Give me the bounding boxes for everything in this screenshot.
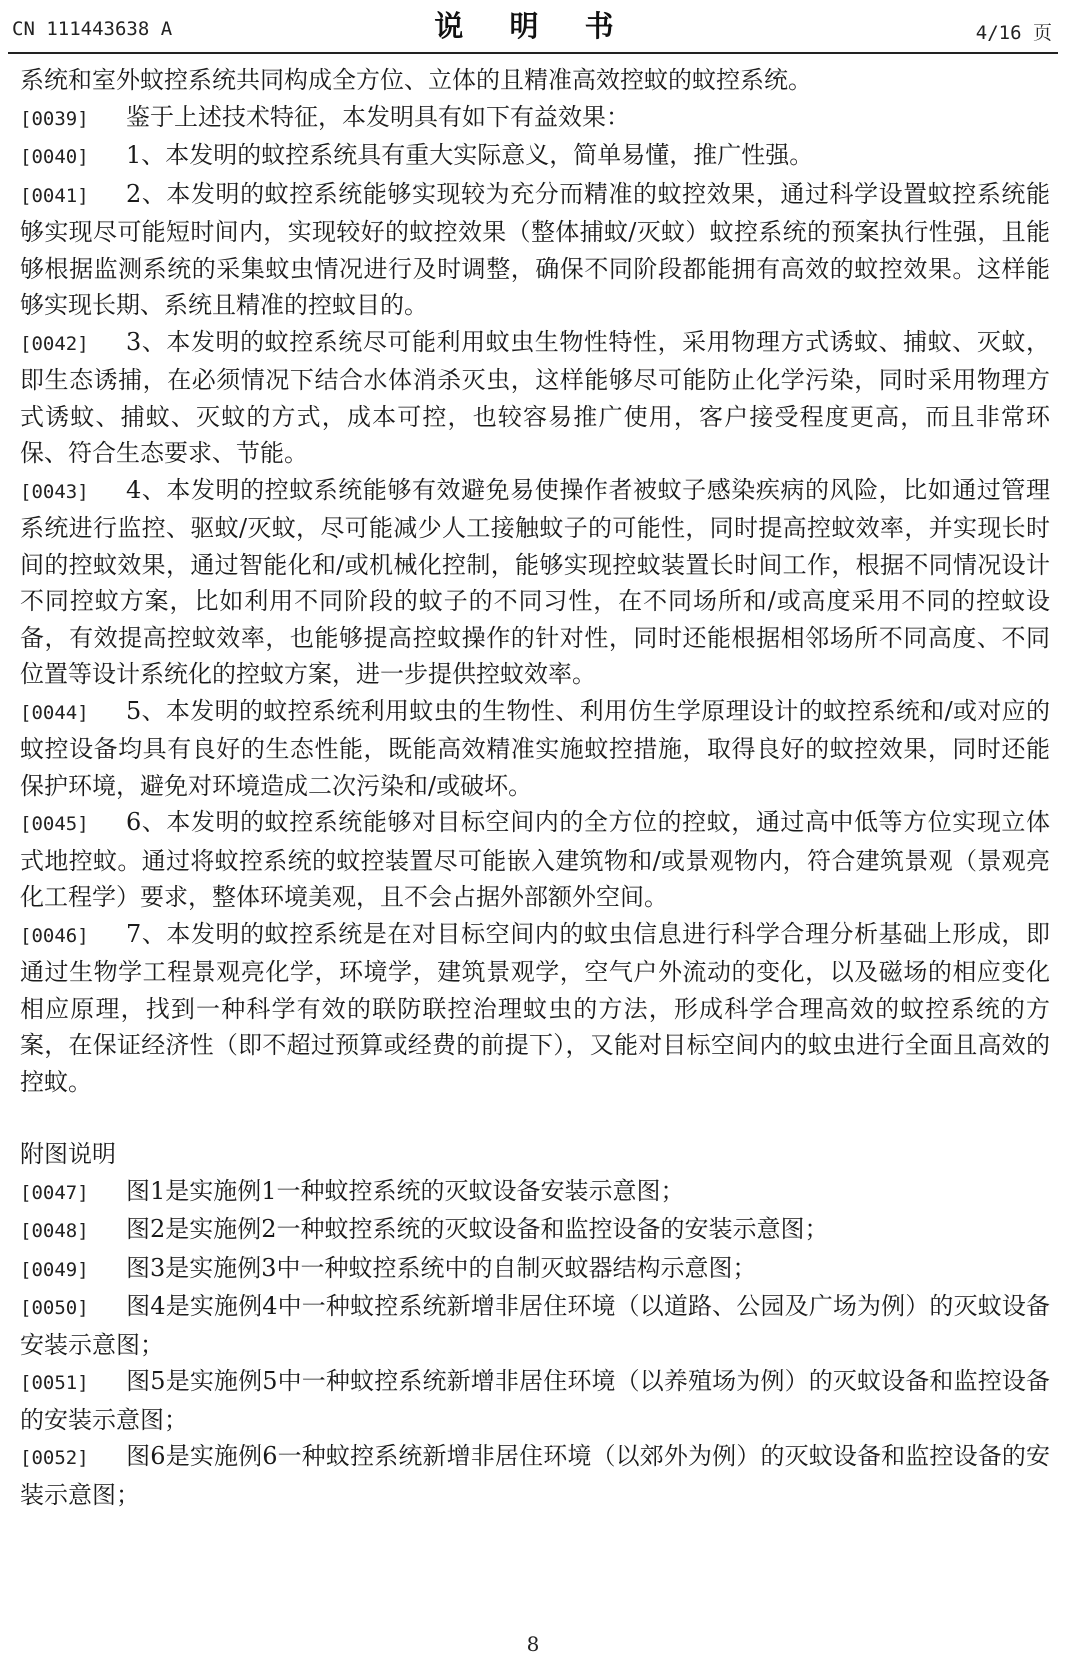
- page-header: [0, 0, 1066, 52]
- paragraph-number: [0046]: [20, 924, 89, 947]
- document-title: 说 明 书: [434, 9, 632, 43]
- paragraph-0041: [20, 176, 1050, 324]
- paragraph-text: 2、本发明的蚊控系统能够实现较为充分而精准的蚊控效果，通过科学设置蚊控系统能够实现尽可能短时间内，实现较好的蚊控效果（整体捕蚊/灭蚊）蚊控系统的预案执行性强，且能够根据监测系统的采集蚊虫情况进行及时调整，确保不同阶段都能拥有高效的蚊控效果。这样能够实现长期、系统且精准的控蚊目的。: [20, 179, 1050, 319]
- paragraph-number: [0044]: [20, 701, 89, 724]
- paragraph-number: [0041]: [20, 184, 89, 207]
- page-info: 4/16 页: [975, 22, 1052, 44]
- paragraph-text: 4、本发明的控蚊系统能够有效避免易使操作者被蚊子感染疾病的风险，比如通过管理系统进行监控、驱蚊/灭蚊，尽可能减少人工接触蚊子的可能性，同时提高控蚊效率，并实现长时间的控蚊效果，通过智能化和/或机械化控制，能够实现控蚊装置长时间工作，根据不同情况设计不同控蚊方案，比如利用不同阶段的蚊子的不同习性，在不同场所和/或高度采用不同的控蚊设备，有效提高控蚊效率，也能够提高控蚊操作的针对性，同时还能根据相邻场所不同高度、不同位置等设计系统化的控蚊方案，进一步提供控蚊效率。: [20, 475, 1050, 688]
- paragraph-0048: [20, 1211, 1050, 1250]
- paragraph-0046: [20, 916, 1050, 1101]
- paragraph-number: [0040]: [20, 146, 89, 168]
- paragraph-0051: [20, 1363, 1050, 1438]
- paragraph-0039: [20, 99, 1050, 138]
- paragraph-text: 3、本发明的蚊控系统尽可能利用蚊虫生物性特性，采用物理方式诱蚊、捕蚊、灭蚊，即生态诱捕，在必须情况下结合水体消杀灭虫，这样能够尽可能防止化学污染，同时采用物理方式诱蚊、捕蚊、灭蚊的方式，成本可控，也较容易推广使用，客户接受程度更高，而且非常环保、符合生态要求、节能。: [20, 327, 1050, 467]
- paragraph-number: [0049]: [20, 1258, 89, 1281]
- paragraph-text: 7、本发明的蚊控系统是在对目标空间内的蚊虫信息进行科学合理分析基础上形成，即通过生物学工程景观亮化学，环境学，建筑景观学，空气户外流动的变化，以及磁场的相应变化相应原理，找到一种科学有效的联防联控治理蚊虫的方法，形成科学合理高效的蚊控系统的方案，在保证经济性（即不超过预算或经费的前提下），又能对目标空间内的蚊虫进行全面且高效的控蚊。: [20, 919, 1050, 1096]
- paragraph-text: 图3是实施例3中一种蚊控系统中的自制灭蚊器结构示意图；: [126, 1253, 757, 1282]
- paragraph-0052: [20, 1438, 1050, 1513]
- paragraph-text: 图5是实施例5中一种蚊控系统新增非居住环境（以养殖场为例）的灭蚊设备和监控设备的安装示意图；: [20, 1367, 1050, 1434]
- paragraph-0042: [20, 324, 1050, 472]
- paragraph-number: [0042]: [20, 332, 89, 355]
- paragraph-number: [0051]: [20, 1372, 89, 1394]
- paragraph-number: [0039]: [20, 107, 89, 130]
- header-divider: [8, 52, 1058, 54]
- paragraph-0045: [20, 804, 1050, 916]
- paragraph-number: [0048]: [20, 1220, 89, 1242]
- paragraph-text: 鉴于上述技术特征，本发明具有如下有益效果：: [126, 102, 630, 131]
- continuation-text: 系统和室外蚊控系统共同构成全方位、立体的且精准高效控蚊的蚊控系统。: [20, 66, 812, 94]
- paragraph-text: 图4是实施例4中一种蚊控系统新增非居住环境（以道路、公园及广场为例）的灭蚊设备安装示意图；: [20, 1292, 1050, 1359]
- paragraph-0047: [20, 1173, 1050, 1212]
- page-number: 8: [526, 1632, 540, 1656]
- paragraph-text: 1、本发明的蚊控系统具有重大实际意义，简单易懂，推广性强。: [126, 141, 814, 169]
- section-title: 附图说明: [20, 1140, 116, 1168]
- paragraph-text: 图1是实施例1一种蚊控系统的灭蚊设备安装示意图；: [126, 1176, 685, 1205]
- paragraph-number: [0043]: [20, 480, 89, 503]
- paragraph-0050: [20, 1288, 1050, 1363]
- paragraph-0044: [20, 693, 1050, 805]
- paragraph-number: [0045]: [20, 813, 89, 835]
- paragraph-text: 图6是实施例6一种蚊控系统新增非居住环境（以郊外为例）的灭蚊设备和监控设备的安装示意图；: [20, 1442, 1050, 1509]
- publication-number: CN 111443638 A: [12, 18, 173, 40]
- paragraph-0043: [20, 472, 1050, 693]
- paragraph-0049: [20, 1250, 1050, 1289]
- paragraph-number: [0052]: [20, 1447, 89, 1469]
- paragraph-0040: [20, 137, 1050, 176]
- paragraph-number: [0050]: [20, 1297, 89, 1319]
- paragraph-number: [0047]: [20, 1181, 89, 1204]
- paragraph-text: 6、本发明的蚊控系统能够对目标空间内的全方位的控蚊，通过高中低等方位实现立体式地控蚊。通过将蚊控系统的蚊控装置尽可能嵌入建筑物和/或景观物内，符合建筑景观（景观亮化工程学）要求，整体环境美观，且不会占据外部额外空间。: [20, 808, 1050, 911]
- paragraph-text: 5、本发明的蚊控系统利用蚊虫的生物性、利用仿生学原理设计的蚊控系统和/或对应的蚊控设备均具有良好的生态性能，既能高效精准实施蚊控措施，取得良好的蚊控效果，同时还能保护环境，避免对环境造成二次污染和/或破坏。: [20, 696, 1050, 800]
- paragraph-text: 图2是实施例2一种蚊控系统的灭蚊设备和监控设备的安装示意图；: [126, 1215, 829, 1243]
- document-body: [20, 62, 1050, 1513]
